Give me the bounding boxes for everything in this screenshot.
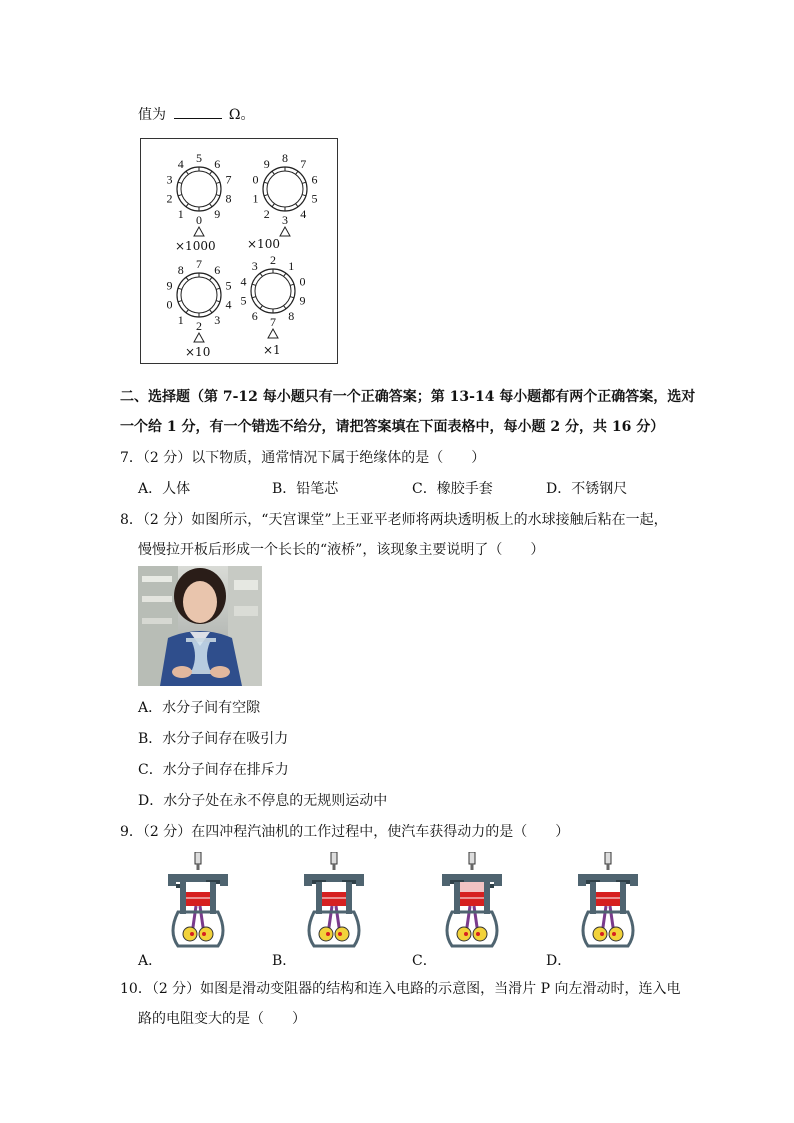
dial-digit: 2 (270, 253, 276, 267)
dial-digit: 4 (177, 156, 184, 171)
dial-digit: 7 (300, 156, 307, 171)
q10-stem-line1: 10．（2 分）如图是滑动变阻器的结构和连入电路的示意图，当滑片 P 向左滑动时，连入电 (120, 981, 681, 997)
dial-digit: 4 (300, 207, 307, 222)
dial-digit: 8 (177, 262, 184, 277)
dial-thousands-svg (149, 147, 249, 247)
dial-digit: 6 (251, 309, 258, 324)
engine-diagram-c[interactable] (436, 852, 508, 952)
dial-digit: 2 (166, 191, 173, 206)
dial-digit: 9 (214, 207, 221, 222)
q6-answer-line (138, 104, 255, 124)
dial-digit: 5 (225, 278, 232, 293)
q9-stem: 9．（2 分）在四冲程汽油机的工作过程中，使汽车获得动力的是（ ） (120, 824, 570, 840)
dial-digit: 6 (214, 262, 221, 277)
liquid-bridge-photo (138, 566, 262, 686)
dial-digit: 5 (196, 151, 202, 165)
q8-stem-line2: 慢慢拉开板后形成一个长长的“液桥”，该现象主要说明了（ ） (138, 542, 545, 558)
dial-digit: 9 (166, 278, 173, 293)
dial-digit: 9 (263, 156, 270, 171)
engine-diagram-d[interactable] (572, 852, 644, 952)
dial-digit: 0 (196, 213, 202, 227)
q6-prefix: 值为 (138, 107, 166, 123)
section2-heading-line1: 二、选择题（第 7-12 每小题只有一个正确答案；第 13-14 每小题都有两个正确答案，选对 (120, 389, 696, 405)
dial-hundreds (235, 147, 335, 251)
q9-option-c[interactable]: C． (412, 953, 437, 969)
dial-digit: 8 (282, 151, 288, 165)
dial-ones-svg (223, 249, 323, 349)
q7-stem: 7．（2 分）以下物质，通常情况下属于绝缘体的是（ ） (120, 450, 486, 466)
dial-digit: 5 (311, 191, 318, 206)
dial-digit: 4 (240, 274, 247, 289)
dial-digit: 0 (252, 172, 259, 187)
dial-digit: 7 (270, 315, 276, 329)
dial-ones-multiplier: ×1 (263, 343, 281, 357)
q9-option-a[interactable]: A． (138, 953, 163, 969)
dial-thousands-multiplier: ×1000 (175, 239, 216, 253)
dial-digit: 3 (166, 172, 173, 187)
resistance-box-figure (140, 138, 338, 364)
dial-digit: 2 (263, 207, 270, 222)
dial-digit: 8 (225, 191, 232, 206)
dial-digit: 1 (177, 313, 184, 328)
dial-digit: 3 (214, 313, 221, 328)
dial-digit: 6 (214, 156, 221, 171)
dial-hundreds-svg (235, 147, 335, 247)
dial-digit: 7 (196, 257, 202, 271)
section2-heading-line2: 一个给 1 分，有一个错选不给分，请把答案填在下面表格中，每小题 2 分，共 16 分） (120, 419, 665, 435)
q8-stem-line1: 8．（2 分）如图所示，“天宫课堂”上王亚平老师将两块透明板上的水球接触后粘在一起， (120, 512, 668, 528)
dial-thousands (149, 147, 249, 253)
engine-diagram-b[interactable] (298, 852, 370, 952)
dial-digit: 4 (225, 297, 232, 312)
q8-option-b[interactable]: B．水分子间存在吸引力 (138, 731, 289, 747)
dial-hundreds-multiplier: ×100 (247, 237, 280, 251)
dial-digit: 3 (282, 213, 288, 227)
dial-digit: 6 (311, 172, 318, 187)
q9-option-d[interactable]: D． (546, 953, 572, 969)
q7-option-a[interactable]: A．人体 (138, 481, 191, 497)
q8-option-d[interactable]: D．水分子处在永不停息的无规则运动中 (138, 793, 388, 809)
dial-tens-multiplier: ×10 (185, 345, 211, 359)
dial-ones (223, 249, 323, 357)
dial-digit: 1 (252, 191, 259, 206)
q7-option-b[interactable]: B．铅笔芯 (272, 481, 339, 497)
q10-stem-line2: 路的电阻变大的是（ ） (138, 1011, 306, 1027)
dial-digit: 0 (299, 274, 306, 289)
dial-digit: 2 (196, 319, 202, 333)
dial-digit: 1 (177, 207, 184, 222)
q8-option-a[interactable]: A．水分子间有空隙 (138, 700, 261, 716)
q7-option-d[interactable]: D．不锈钢尺 (546, 481, 628, 497)
dial-digit: 7 (225, 172, 232, 187)
dial-digit: 0 (166, 297, 173, 312)
q7-option-c[interactable]: C．橡胶手套 (412, 481, 493, 497)
dial-digit: 3 (251, 258, 258, 273)
q9-option-b[interactable]: B． (272, 953, 297, 969)
dial-digit: 9 (299, 293, 306, 308)
dial-digit: 8 (288, 309, 295, 324)
q8-option-c[interactable]: C．水分子间存在排斥力 (138, 762, 289, 778)
q6-suffix: Ω。 (228, 107, 255, 123)
engine-diagram-a[interactable] (162, 852, 234, 952)
dial-digit: 5 (240, 293, 247, 308)
q6-answer-blank[interactable] (174, 106, 222, 119)
dial-digit: 1 (288, 258, 295, 273)
